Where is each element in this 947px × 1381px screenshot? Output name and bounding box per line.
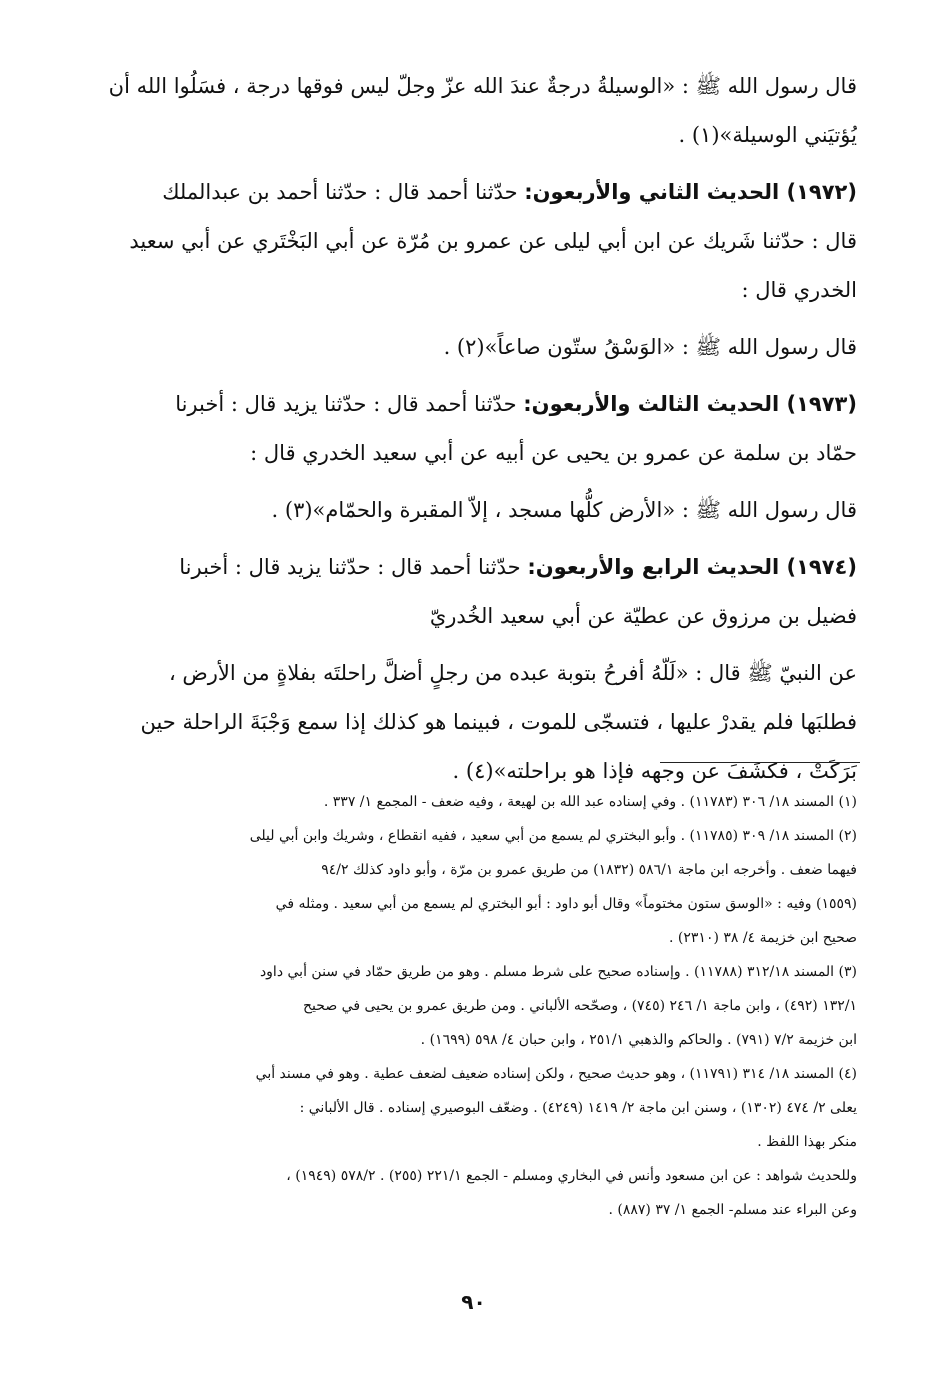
isnad-text: حدّثنا أحمد قال : حدّثنا أحمد بن عبدالملك [162,180,525,204]
footnote-line: (١) المسند ١٨/ ٣٠٦ (١١٧٨٣) . وفي إسناده عبد الله بن لهيعة ، وفيه ضعف - المجمع ١/ ٣٣٧ . [323,794,857,810]
hadith-heading [95,168,857,217]
footnote-line: (١٥٥٩) وفيه : «الوسق ستون مختوماً» وقال أبو داود : أبو البختري لم يسمع من أبي سعيد . ومثله في [275,896,857,912]
paragraph-3 [95,486,857,535]
footnote-line: وللحديث شواهد : عن ابن مسعود وأنس في البخاري ومسلم - الجمع ٢٢١/١ (٢٥٥) . ٥٧٨/٢ (١٩٤٩) ، [286,1168,857,1184]
footnote-line: ١٣٢/١ (٤٩٢) ، وابن ماجة ١/ ٢٤٦ (٧٤٥) ، وصحّحه الألباني . ومن طريق عمرو بن يحيى في صحيح [303,998,857,1014]
isnad-text: حدّثنا أحمد قال : حدّثنا يزيد قال : أخبرنا [179,555,528,579]
main-text [95,62,857,804]
footnote-3 [95,955,857,1057]
hadith-1974 [95,543,857,641]
footnote-1 [95,785,857,819]
footnote-line: فيهما ضعف . وأخرجه ابن ماجة ٥٨٦/١ (١٨٣٢) من طريق عمرو بن مرّة ، وأبو داود كذلك ٩٤/٢ [321,862,857,878]
text-line: قال : حدّثنا شَريك عن ابن أبي ليلى عن عمرو بن مُرّة عن أبي البَخْتَري عن أبي سعيد [129,229,857,253]
text-line: قال رسول الله ﷺ : «الوسيلةُ درجةٌ عندَ الله عزّ وجلّ ليس فوقها درجة ، فسَلُوا الله أن [108,74,857,98]
footnotes [95,785,857,1227]
hadith-label: (١٩٧٢) الحديث الثاني والأربعون: [524,180,857,204]
text-line: يُؤتيَني الوسيلة»(١) . [678,123,857,147]
text-line: عن النبيّ ﷺ قال : «لَلّهُ أفرحُ بتوبة عبده من رجلٍ أضلَّ راحلتَه بفلاةٍ من الأرض ، [168,661,857,685]
text-line: قال رسول الله ﷺ : «الوَسْقُ ستّون صاعاً»(٢) . [443,335,857,359]
footnote-2 [95,819,857,955]
paragraph-1 [95,62,857,160]
footnote-line: ابن خزيمة ٧/٢ (٧٩١) . والحاكم والذهبي ٢٥١/١ ، وابن حبان ٤/ ٥٩٨ (١٦٩٩) . [420,1032,857,1048]
text-line: فضيل بن مرزوق عن عطيّة عن أبي سعيد الخُدريّ [429,604,857,628]
paragraph-4 [95,649,857,796]
text-line: حمّاد بن سلمة عن عمرو بن يحيى عن أبيه عن أبي سعيد الخدري قال : [250,441,857,465]
footnote-line: (٤) المسند ١٨/ ٣١٤ (١١٧٩١) ، وهو حديث صحيح ، ولكن إسناده ضعيف لضعف عطية . وهو في مسند أبي [255,1066,857,1082]
text-line: بَرَكَتْ ، فكشَفَ عن وجهه فإذا هو براحلته»(٤) . [452,759,857,783]
footnote-line: صحيح ابن خزيمة ٤/ ٣٨ (٢٣١٠) . [669,930,857,946]
text-line: فطلبَها فلم يقدرْ عليها ، فتسجّى للموت ، فبينما هو كذلك إذا سمع وَجْبَةَ الراحلة حين [140,710,857,734]
hadith-label: (١٩٧٤) الحديث الرابع والأربعون: [527,555,857,579]
hadith-1973 [95,380,857,478]
footnote-line: (٢) المسند ١٨/ ٣٠٩ (١١٧٨٥) . وأبو البختري لم يسمع من أبي سعيد ، ففيه انقطاع ، وشريك وابن أبي ليلى [249,828,857,844]
hadith-heading [95,380,857,429]
paragraph-2 [95,323,857,372]
hadith-label: (١٩٧٣) الحديث الثالث والأربعون: [523,392,857,416]
hadith-heading [95,543,857,592]
footnote-line: يعلى ٢/ ٤٧٤ (١٣٠٢) ، وسنن ابن ماجة ٢/ ١٤١٩ (٤٢٤٩) . وضعّف البوصيري إسناده . قال الألباني : [299,1100,857,1116]
isnad-text: حدّثنا أحمد قال : حدّثنا يزيد قال : أخبرنا [175,392,524,416]
footnote-4 [95,1057,857,1159]
hadith-1972 [95,168,857,315]
text-line: قال رسول الله ﷺ : «الأرض كلُّها مسجد ، إلاّ المقبرة والحمّام»(٣) . [271,498,857,522]
footnote-line: منكر بهذا اللفظ . [757,1134,857,1150]
footnote-line: (٣) المسند ٣١٢/١٨ (١١٧٨٨) . وإسناده صحيح على شرط مسلم . وهو من طريق حمّاد في سنن أبي داود [259,964,857,980]
footnote-shawahid [95,1159,857,1227]
footnote-separator [660,762,860,763]
text-line: الخدري قال : [741,278,857,302]
page-number: ٩٠ [461,1290,486,1314]
footnote-line: وعن البراء عند مسلم- الجمع ١/ ٣٧ (٨٨٧) . [608,1202,857,1218]
